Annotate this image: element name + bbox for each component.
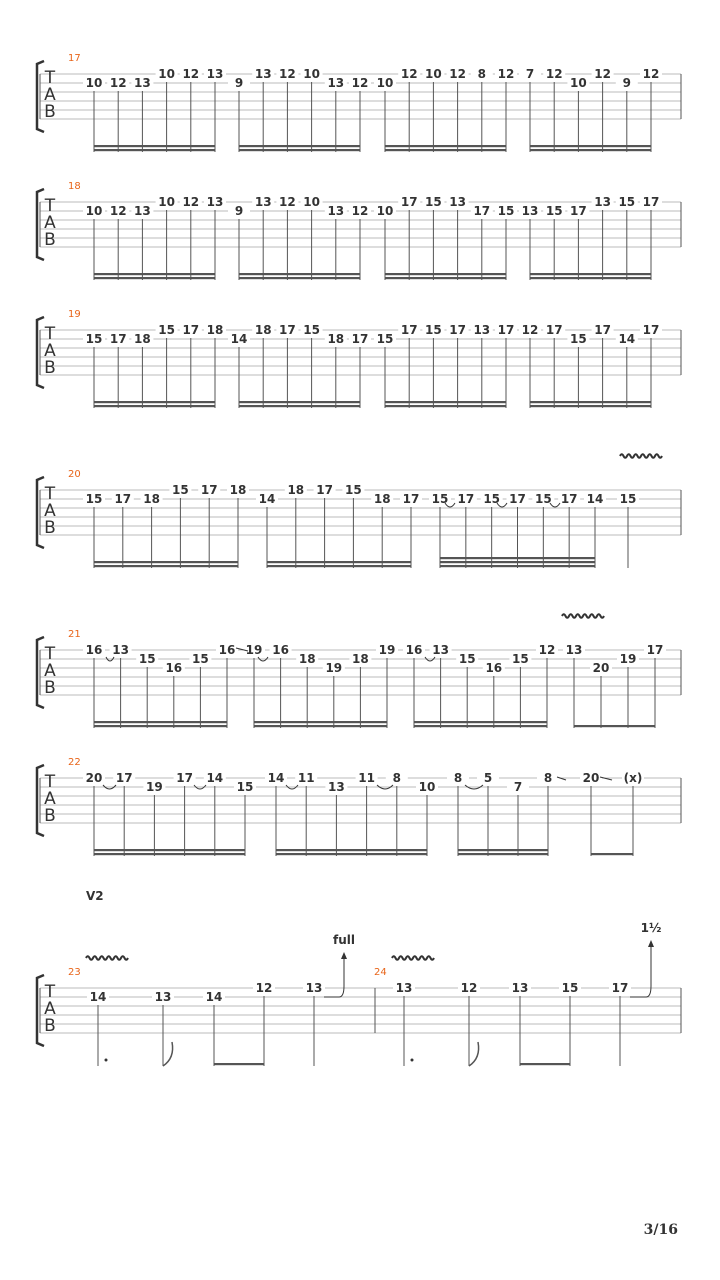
beam — [440, 565, 595, 567]
tab-clef-letter: T — [44, 982, 56, 1002]
bend-curve — [630, 946, 651, 997]
fret-number: 8 — [453, 771, 463, 785]
beam — [239, 145, 360, 147]
fret-number: 17 — [570, 204, 587, 218]
tab-clef-letter: A — [44, 213, 56, 233]
fret-number: 20 — [85, 771, 103, 785]
beam — [94, 273, 215, 275]
vibrato-mark — [392, 956, 434, 960]
fret-number: 15 — [345, 483, 362, 497]
fret-number: 12 — [545, 67, 563, 81]
fret-number: 12 — [497, 67, 515, 81]
fret-number: 7 — [513, 780, 523, 794]
beam — [530, 277, 651, 279]
measure-number: 23 — [68, 967, 81, 978]
fret-number: 17 — [457, 492, 475, 506]
fret-number: 18 — [134, 332, 151, 346]
beam — [94, 561, 238, 563]
fret-number: 9 — [622, 76, 631, 90]
fret-number: 12 — [449, 67, 466, 81]
tab-system — [37, 454, 681, 568]
beam — [214, 1063, 264, 1065]
tab-clef-letter: T — [44, 68, 56, 88]
beam — [94, 277, 215, 279]
fret-number: 17 — [279, 323, 296, 337]
fret-number: 15 — [172, 483, 189, 497]
beam — [530, 145, 651, 147]
fret-number: 10 — [158, 195, 175, 209]
fret-number: 10 — [425, 67, 442, 81]
beam — [530, 405, 651, 407]
tab-clef-letter: B — [44, 358, 56, 378]
fret-number: 19 — [325, 661, 343, 675]
fret-number: 12 — [182, 67, 200, 81]
tab-clef-letter: B — [44, 678, 56, 698]
tab-clef-letter: T — [44, 772, 56, 792]
fret-number: 15 — [192, 652, 209, 666]
tab-clef-letter: A — [44, 501, 56, 521]
fret-number: 12 — [400, 67, 418, 81]
fret-number: 18 — [352, 652, 369, 666]
tab-clef-letter: A — [44, 661, 56, 681]
fret-number: 15 — [303, 323, 320, 337]
fret-number: 16 — [485, 661, 503, 675]
tab-clef-letter: T — [44, 196, 56, 216]
fret-number: 15 — [85, 492, 103, 506]
fret-number: 9 — [234, 76, 244, 90]
fret-number: 15 — [138, 652, 156, 666]
note-flag — [163, 1042, 173, 1066]
fret-number: 19 — [146, 780, 163, 794]
fret-number: 13 — [473, 323, 491, 337]
fret-number: 17 — [560, 492, 578, 506]
fret-number: 18 — [143, 492, 160, 506]
fret-number: 18 — [206, 323, 224, 337]
fret-number: 13 — [134, 76, 151, 90]
beam — [440, 557, 595, 559]
fret-number: 15 — [483, 492, 501, 506]
fret-number: 13 — [432, 643, 449, 657]
page-number: 3/16 — [643, 1222, 678, 1238]
fret-number: 15 — [561, 981, 579, 995]
bend-curve — [324, 958, 344, 997]
beam-group — [617, 492, 639, 568]
fret-number: 15 — [512, 652, 529, 666]
beam — [239, 401, 360, 403]
fret-number: 13 — [254, 67, 272, 81]
fret-number: 11 — [358, 771, 375, 785]
fret-number: 15 — [425, 195, 442, 209]
fret-number: 14 — [206, 771, 224, 785]
fret-number: 13 — [565, 643, 583, 657]
beam — [239, 405, 360, 407]
fret-number: 12 — [109, 76, 127, 90]
fret-number: 19 — [619, 652, 637, 666]
fret-number: 19 — [378, 643, 396, 657]
fret-number: 14 — [267, 771, 285, 785]
fret-number: 17 — [109, 332, 127, 346]
beam — [591, 853, 633, 855]
beam — [530, 149, 651, 151]
vibrato-mark — [86, 956, 128, 960]
tab-system — [37, 309, 681, 408]
note-flag — [469, 1042, 479, 1066]
tab-system — [37, 889, 681, 1066]
rhythm-dot — [411, 1059, 414, 1062]
fret-number: 11 — [297, 771, 315, 785]
fret-number: 12 — [642, 67, 660, 81]
vibrato-mark — [620, 454, 662, 458]
fret-number: 13 — [521, 204, 539, 218]
fret-number: 12 — [594, 67, 611, 81]
fret-number: 18 — [373, 492, 391, 506]
beam — [267, 565, 411, 567]
fret-number: 15 — [158, 323, 175, 337]
measure-number: 21 — [68, 629, 81, 640]
bend-arrowhead — [648, 940, 654, 947]
fret-number: 10 — [418, 780, 436, 794]
fret-number: 18 — [298, 652, 316, 666]
tab-clef-letter: B — [44, 518, 56, 538]
beam — [574, 725, 655, 727]
beam — [94, 149, 215, 151]
fret-number: 16 — [218, 643, 236, 657]
fret-number: 14 — [89, 990, 107, 1004]
fret-number: 14 — [230, 332, 248, 346]
fret-number: 8 — [477, 67, 486, 81]
beam — [385, 405, 506, 407]
tab-system — [37, 757, 681, 856]
fret-number: 10 — [85, 204, 103, 218]
fret-number: 14 — [258, 492, 276, 506]
beam — [94, 401, 215, 403]
fret-number: 13 — [395, 981, 413, 995]
fret-number: 10 — [158, 67, 175, 81]
fret-number: 15 — [545, 204, 563, 218]
fret-number: 14 — [205, 990, 223, 1004]
tab-clef-letter: A — [44, 999, 56, 1019]
fret-number: 12 — [279, 67, 296, 81]
beam — [94, 405, 215, 407]
fret-number: 13 — [134, 204, 151, 218]
beam — [440, 561, 595, 563]
fret-number: 10 — [85, 76, 103, 90]
measure-number: 18 — [68, 181, 81, 192]
beam — [276, 849, 427, 851]
bend-arrowhead — [341, 952, 347, 959]
beam — [385, 145, 506, 147]
fret-number: 15 — [85, 332, 103, 346]
tab-clef-letter: A — [44, 85, 56, 105]
fret-number: 17 — [176, 771, 193, 785]
beam-group — [429, 492, 606, 568]
fret-number: 20 — [592, 661, 610, 675]
beam — [94, 721, 227, 723]
tab-clef-letter: T — [44, 644, 56, 664]
fret-number: 17 — [200, 483, 218, 497]
tab-clef-letter: B — [44, 230, 56, 250]
fret-number: 12 — [255, 981, 273, 995]
tab-clef-letter: A — [44, 341, 56, 361]
fret-number: 16 — [272, 643, 289, 657]
beam — [276, 853, 427, 855]
fret-number: 17 — [545, 323, 563, 337]
beam — [520, 1063, 570, 1065]
fret-number: 15 — [376, 332, 394, 346]
fret-number: 13 — [154, 990, 172, 1004]
fret-number: 18 — [327, 332, 345, 346]
bend-amount: full — [333, 933, 355, 947]
fret-number: 15 — [618, 195, 636, 209]
beam — [414, 721, 547, 723]
fret-number: 13 — [594, 195, 611, 209]
beam — [530, 401, 651, 403]
fret-number: 17 — [642, 323, 660, 337]
fret-number: 13 — [327, 204, 345, 218]
fret-number: 8 — [543, 771, 553, 785]
fret-number: 18 — [287, 483, 305, 497]
fret-number: 12 — [538, 643, 556, 657]
beam — [239, 277, 360, 279]
section-label: V2 — [86, 889, 104, 903]
rhythm-dot — [105, 1059, 108, 1062]
tab-system — [37, 181, 681, 280]
beam — [414, 725, 547, 727]
fret-number: 18 — [229, 483, 247, 497]
fret-number: 17 — [449, 323, 466, 337]
fret-number: 13 — [327, 76, 345, 90]
tab-system — [37, 53, 681, 152]
tab-clef-letter: T — [44, 324, 56, 344]
beam — [458, 849, 548, 851]
fret-number: (x) — [623, 771, 643, 785]
fret-number: 14 — [618, 332, 636, 346]
fret-number: 15 — [570, 332, 587, 346]
measure-number: 17 — [68, 53, 81, 64]
fret-number: 12 — [521, 323, 539, 337]
tab-system — [37, 614, 681, 728]
beam — [385, 273, 506, 275]
fret-number: 5 — [483, 771, 493, 785]
fret-number: 17 — [400, 323, 418, 337]
fret-number: 15 — [534, 492, 552, 506]
measure-number: 20 — [68, 469, 81, 480]
fret-number: 17 — [642, 195, 660, 209]
fret-number: 12 — [182, 195, 200, 209]
beam — [458, 853, 548, 855]
fret-number: 10 — [376, 204, 394, 218]
fret-number: 15 — [458, 652, 476, 666]
fret-number: 17 — [594, 323, 611, 337]
fret-number: 10 — [303, 67, 320, 81]
fret-number: 20 — [582, 771, 600, 785]
measure-number: 24 — [374, 967, 387, 978]
fret-number: 8 — [392, 771, 401, 785]
fret-number: 17 — [114, 492, 132, 506]
tab-clef-letter: A — [44, 789, 56, 809]
fret-number: 10 — [376, 76, 394, 90]
beam — [254, 725, 387, 727]
fret-number: 10 — [570, 76, 587, 90]
fret-number: 15 — [619, 492, 637, 506]
beam — [239, 149, 360, 151]
beam — [254, 721, 387, 723]
beam — [385, 401, 506, 403]
fret-number: 15 — [431, 492, 449, 506]
fret-number: 15 — [425, 323, 442, 337]
fret-number: 13 — [449, 195, 466, 209]
fret-number: 19 — [245, 643, 263, 657]
tab-clef-letter: B — [44, 806, 56, 826]
beam — [94, 853, 245, 855]
fret-number: 17 — [400, 195, 418, 209]
beam — [385, 149, 506, 151]
fret-number: 10 — [303, 195, 320, 209]
fret-number: 13 — [112, 643, 129, 657]
fret-number: 13 — [305, 981, 323, 995]
fret-number: 17 — [509, 492, 526, 506]
measure-number: 19 — [68, 309, 81, 320]
tab-clef-letter: B — [44, 102, 56, 122]
fret-number: 12 — [351, 204, 369, 218]
fret-number: 17 — [646, 643, 664, 657]
tab-clef-letter: B — [44, 1016, 56, 1036]
vibrato-mark — [562, 614, 604, 618]
fret-number: 17 — [115, 771, 133, 785]
fret-number: 13 — [206, 67, 224, 81]
bend-amount: 1½ — [640, 921, 662, 935]
fret-number: 17 — [402, 492, 420, 506]
fret-number: 12 — [109, 204, 127, 218]
fret-number: 13 — [511, 981, 529, 995]
tab-clef-letter: T — [44, 484, 56, 504]
fret-number: 12 — [279, 195, 296, 209]
beam — [530, 273, 651, 275]
beam — [267, 561, 411, 563]
fret-number: 9 — [234, 204, 244, 218]
fret-number: 15 — [497, 204, 515, 218]
beam — [94, 725, 227, 727]
fret-number: 16 — [405, 643, 423, 657]
fret-number: 13 — [206, 195, 224, 209]
beam — [385, 277, 506, 279]
beam — [239, 273, 360, 275]
fret-number: 13 — [254, 195, 272, 209]
fret-number: 17 — [182, 323, 200, 337]
fret-number: 12 — [460, 981, 478, 995]
fret-number: 17 — [611, 981, 629, 995]
fret-number: 13 — [328, 780, 345, 794]
beam — [94, 145, 215, 147]
fret-number: 15 — [236, 780, 254, 794]
fret-number: 16 — [85, 643, 103, 657]
fret-number: 14 — [586, 492, 604, 506]
fret-number: 17 — [473, 204, 491, 218]
fret-number: 12 — [351, 76, 369, 90]
fret-number: 17 — [497, 323, 515, 337]
fret-number: 7 — [525, 67, 535, 81]
beam — [94, 565, 238, 567]
beam — [94, 849, 245, 851]
measure-number: 22 — [68, 757, 81, 768]
fret-number: 16 — [165, 661, 183, 675]
fret-number: 18 — [254, 323, 272, 337]
fret-number: 17 — [316, 483, 333, 497]
fret-number: 17 — [351, 332, 369, 346]
